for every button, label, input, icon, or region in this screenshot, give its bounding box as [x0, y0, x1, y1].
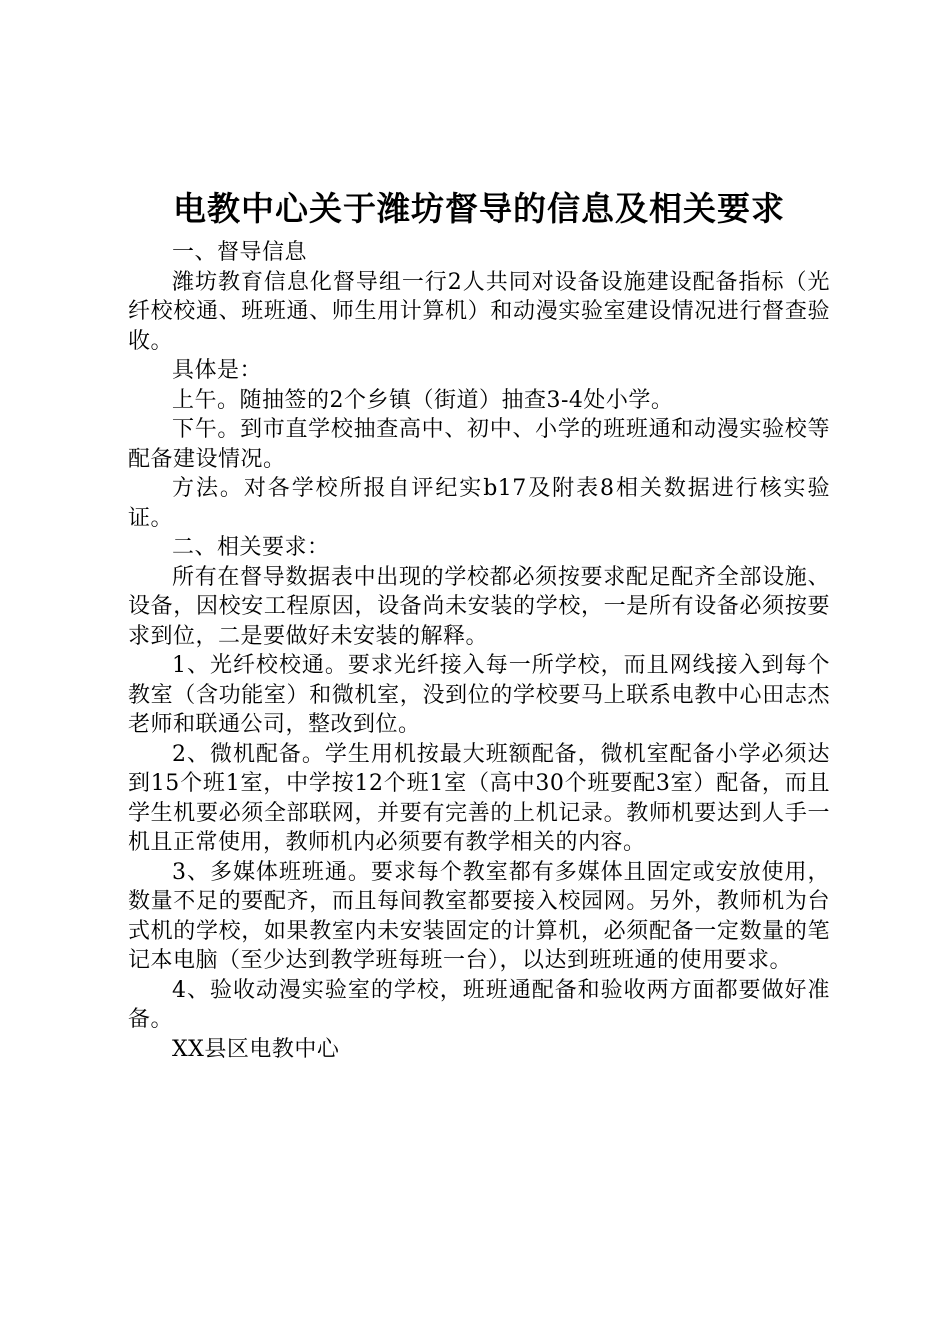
- paragraph-requirement-fiber: 1、光纤校校通。要求光纤接入每一所学校，而且网线接入到每个教室（含功能室）和微机室，没到位的学校要马上联系电教中心田志杰老师和联通公司，整改到位。: [128, 653, 830, 737]
- section-heading-requirements: 二、相关要求：: [172, 535, 330, 560]
- paragraph-specifics-label: 具体是：: [172, 358, 263, 383]
- paragraph-method: 方法。对各学校所报自评纪实b17及附表8相关数据进行核实验证。: [128, 476, 830, 531]
- paragraph-requirement-computers: 2、微机配备。学生用机按最大班额配备，微机室配备小学必须达到15个班1室，中学按12个班1室（高中30个班要配3室）配备，而且学生机要必须全部联网，并要有完善的上机记录。教师机要达到人手一机且正常使用，教师机内必须要有教学相关的内容。: [128, 741, 830, 855]
- paragraph-requirement-animation-lab: 4、验收动漫实验室的学校，班班通配备和验收两方面都要做好准备。: [128, 977, 830, 1032]
- signature-organization: XX县区电教中心: [172, 1036, 340, 1062]
- paragraph-afternoon: 下午。到市直学校抽查高中、初中、小学的班班通和动漫实验校等配备建设情况。: [128, 417, 830, 472]
- document-page: [128, 180, 830, 1064]
- paragraph-general-requirement: 所有在督导数据表中出现的学校都必须按要求配足配齐全部设施、设备，因校安工程原因，设备尚未安装的学校，一是所有设备必须按要求到位，二是要做好未安装的解释。: [128, 564, 830, 649]
- document-title: 电教中心关于潍坊督导的信息及相关要求: [173, 189, 785, 228]
- paragraph-morning: 上午。随抽签的2个乡镇（街道）抽查3-4处小学。: [172, 387, 674, 413]
- paragraph-supervision-overview: 潍坊教育信息化督导组一行2人共同对设备设施建设配备指标（光纤校校通、班班通、师生用计算机）和动漫实验室建设情况进行督查验收。: [128, 269, 830, 354]
- section-heading-supervision-info: 一、督导信息: [172, 240, 308, 265]
- paragraph-requirement-multimedia: 3、多媒体班班通。要求每个教室都有多媒体且固定或安放使用，数量不足的要配齐，而且每间教室都要接入校园网。另外，教师机为台式机的学校，如果教室内未安装固定的计算机，必须配备一定数量的笔记本电脑（至少达到教学班每班一台），以达到班班通的使用要求。: [128, 859, 830, 973]
